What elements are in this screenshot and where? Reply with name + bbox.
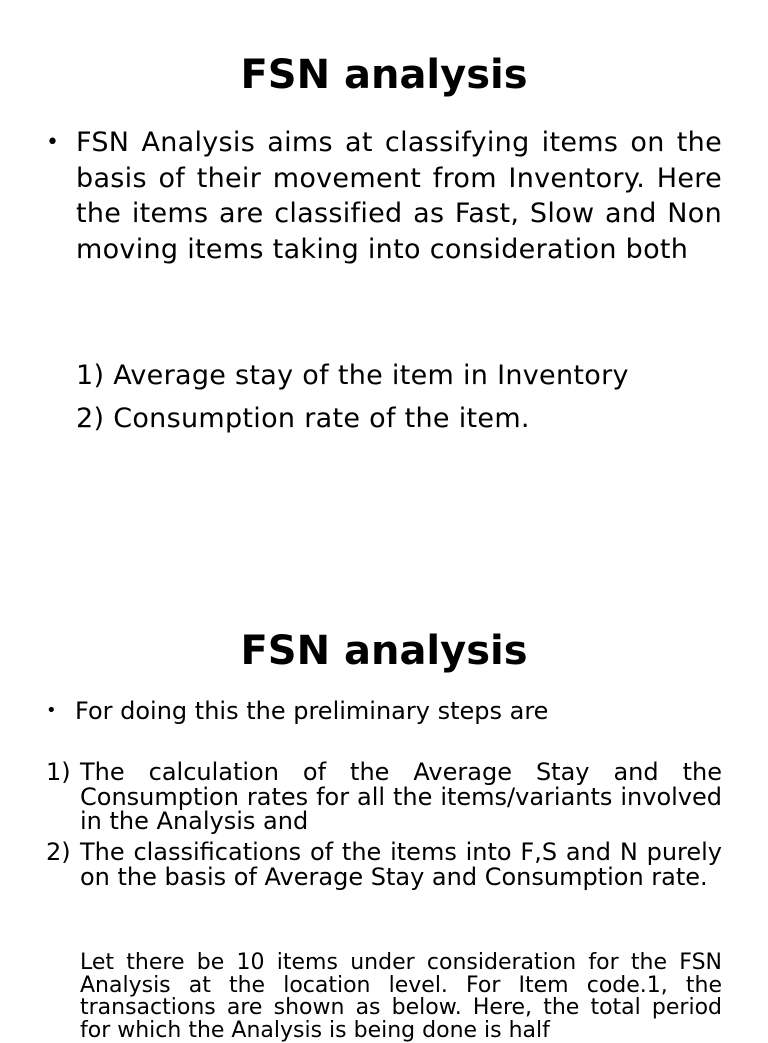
body-paragraph: Let there be 10 items under consideration for the FSN Analysis at the location level. For Item code.1, the transactions are shown as below. Here, the total period for which the Analysis is being done is half — [80, 950, 722, 1043]
bullet-icon: • — [46, 130, 59, 155]
bullet-item — [46, 696, 722, 726]
bullet-text: FSN Analysis aims at classifying items on the basis of their movement from Inventory. Here the items are classified as Fast, Slow and Non moving items taking into consideration both — [76, 127, 722, 265]
list-item: 2) Consumption rate of the item. — [76, 403, 530, 434]
slide-title: FSN analysis — [240, 52, 528, 98]
numbered-step — [46, 840, 722, 889]
numbered-list — [76, 354, 736, 440]
step-text: The calculation of the Average Stay and the Consumption rates for all the items/variants involved in the Analysis and — [80, 758, 722, 835]
bullet-text: For doing this the preliminary steps are — [75, 697, 549, 725]
slide-title: FSN analysis — [240, 628, 528, 674]
list-item: 1) Average stay of the item in Inventory — [76, 360, 629, 391]
slide-1 — [0, 0, 768, 512]
numbered-step — [46, 760, 722, 834]
bullet-item — [46, 125, 722, 267]
step-number: 2) — [46, 838, 71, 866]
slide-2 — [0, 512, 768, 1043]
bullet-icon: • — [46, 700, 57, 721]
step-text: The classifications of the items into F,S and N purely on the basis of Average Stay and Consumption rate. — [80, 838, 722, 891]
step-number: 1) — [46, 758, 71, 786]
